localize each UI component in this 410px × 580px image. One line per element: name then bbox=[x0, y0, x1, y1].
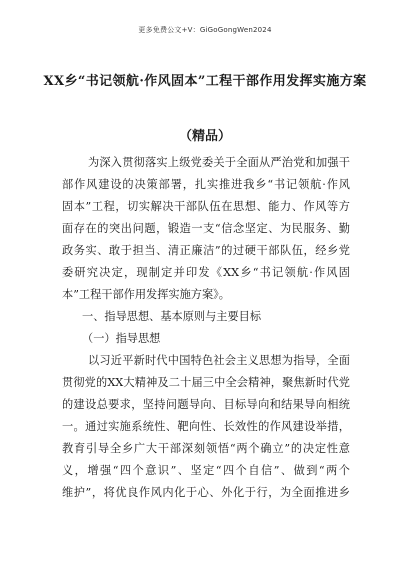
paragraph-line: 部作风建设的决策部署，扎实推进我乡“书记领航·作风 bbox=[62, 178, 350, 191]
paragraph-line: 以习近平新时代中国特色社会主义思想为指导，全面 bbox=[88, 354, 350, 367]
subsection-heading: （一）指导思想 bbox=[82, 332, 161, 345]
header-note: 更多免费公文+V：GiGoGongWen2024 bbox=[138, 26, 272, 34]
document-title: XX乡“书记领航·作风固本”工程干部作用发挥实施方案 bbox=[43, 74, 367, 89]
paragraph-line: 面存在的突出问题，锻造一支“信念坚定、为民服务、勤 bbox=[62, 222, 350, 235]
paragraph-line: 的建设总要求，坚持问题导向、目标导向和结果导向相统 bbox=[62, 398, 350, 411]
paragraph-line: 维护”，将优良作风内化于心、外化于行，为全面推进乡 bbox=[62, 486, 350, 499]
paragraph-line: 本”工程干部作用发挥实施方案》。 bbox=[62, 288, 230, 301]
paragraph-line: 政务实、敢于担当、清正廉洁”的过硬干部队伍，经乡党 bbox=[62, 244, 350, 257]
paragraph-line: 贯彻党的XX大精神及二十届三中全会精神，聚焦新时代党 bbox=[62, 376, 350, 389]
paragraph-line: 委研究决定，现制定并印发《XX乡“书记领航·作风固 bbox=[62, 266, 350, 279]
paragraph-line: 教育引导全乡广大干部深刻领悟“两个确立”的决定性意 bbox=[62, 442, 350, 455]
section-heading: 一、指导思想、基本原则与主要目标 bbox=[82, 310, 262, 323]
document-body bbox=[62, 152, 350, 504]
document-subtitle: （精品） bbox=[178, 129, 231, 144]
paragraph-line: 为深入贯彻落实上级党委关于全面从严治党和加强干 bbox=[88, 156, 350, 169]
paragraph-line: 固本”工程，切实解决干部队伍在思想、能力、作风等方 bbox=[62, 200, 350, 213]
paragraph-line: 一。通过实施系统性、靶向性、长效性的作风建设举措， bbox=[62, 420, 350, 433]
paragraph-line: 义，增强“四个意识”、坚定“四个自信”、做到“两个 bbox=[62, 464, 350, 477]
